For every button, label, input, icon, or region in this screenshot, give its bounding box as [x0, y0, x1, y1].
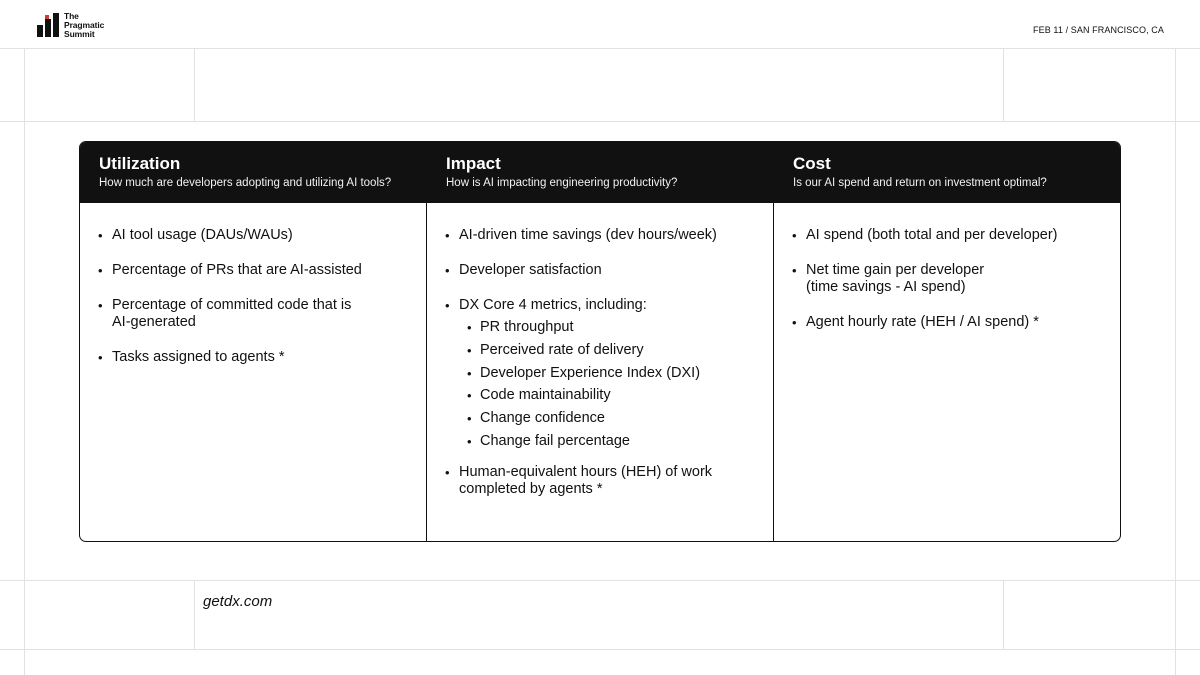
column-cost — [773, 142, 1120, 541]
column-header — [80, 142, 426, 203]
list-item: • AI spend (both total and per developer) — [792, 227, 1102, 244]
column-body — [427, 203, 773, 541]
grid-line-inner-left-top — [194, 48, 195, 121]
list-item-line: DX Core 4 metrics, including: — [459, 297, 647, 313]
list-item: • AI tool usage (DAUs/WAUs) — [98, 227, 408, 244]
bar-chart-logo-icon — [37, 13, 59, 37]
column-subtitle: Is our AI spend and return on investment optimal? — [793, 177, 1047, 189]
list-item — [792, 262, 1102, 296]
grid-line-inner-right-top — [1003, 48, 1004, 121]
column-header — [427, 142, 773, 203]
column-subtitle: How is AI impacting engineering productivity? — [446, 177, 678, 189]
column-header — [774, 142, 1120, 203]
list-item — [98, 297, 408, 331]
list-item-dx-core-4 — [445, 297, 755, 450]
list-item-line: Percentage of committed code that is — [112, 297, 352, 313]
list-item: • Agent hourly rate (HEH / AI spend) * — [792, 314, 1102, 331]
grid-line-top — [0, 48, 1200, 49]
list-item: • Percentage of PRs that are AI-assisted — [98, 262, 408, 279]
column-utilization — [80, 142, 426, 541]
list-item: • Developer satisfaction — [445, 262, 755, 279]
sub-list-item: • Perceived rate of delivery — [459, 342, 755, 359]
grid-line-lower — [0, 580, 1200, 581]
list-item: • Tasks assigned to agents * — [98, 349, 408, 366]
list-item: • AI-driven time savings (dev hours/week) — [445, 227, 755, 244]
footer-url: getdx.com — [203, 593, 273, 610]
sub-list — [459, 319, 755, 450]
logo-text — [64, 12, 104, 38]
sub-list-item: • Change confidence — [459, 410, 755, 427]
logo-line-3: Summit — [64, 28, 95, 39]
column-title: Cost — [793, 154, 831, 173]
column-body — [774, 203, 1120, 541]
list-item-line: Net time gain per developer — [806, 262, 985, 278]
grid-line-bottom — [0, 649, 1200, 650]
column-subtitle: How much are developers adopting and utilizing AI tools? — [99, 177, 392, 189]
ai-metrics-table — [79, 141, 1121, 542]
sub-list-item: • Developer Experience Index (DXI) — [459, 365, 755, 382]
list-item — [445, 464, 755, 498]
column-title: Utilization — [99, 154, 181, 173]
list-item-line: AI-generated — [112, 314, 196, 330]
list-item-line: (time savings - AI spend) — [806, 279, 966, 295]
logo-line-2: Pragmatic — [64, 19, 105, 30]
sub-list-item: • Code maintainability — [459, 387, 755, 404]
sub-list-item: • Change fail percentage — [459, 433, 755, 450]
column-body — [80, 203, 426, 541]
sub-list-item: • PR throughput — [459, 319, 755, 336]
list-item-line: Human-equivalent hours (HEH) of work — [459, 463, 713, 480]
grid-line-inner-left-bottom — [194, 580, 195, 649]
column-title: Impact — [446, 154, 501, 173]
grid-line-right — [1175, 48, 1176, 675]
grid-line-inner-right-bottom — [1003, 580, 1004, 649]
summit-logo — [37, 12, 104, 38]
event-date-location: FEB 11 / SAN FRANCISCO, CA — [1033, 25, 1164, 35]
list-item-line: completed by agents * — [459, 480, 603, 497]
grid-line-upper — [0, 121, 1200, 122]
logo-line-1: The — [64, 11, 79, 21]
grid-line-left — [24, 48, 25, 675]
column-impact — [426, 142, 773, 541]
